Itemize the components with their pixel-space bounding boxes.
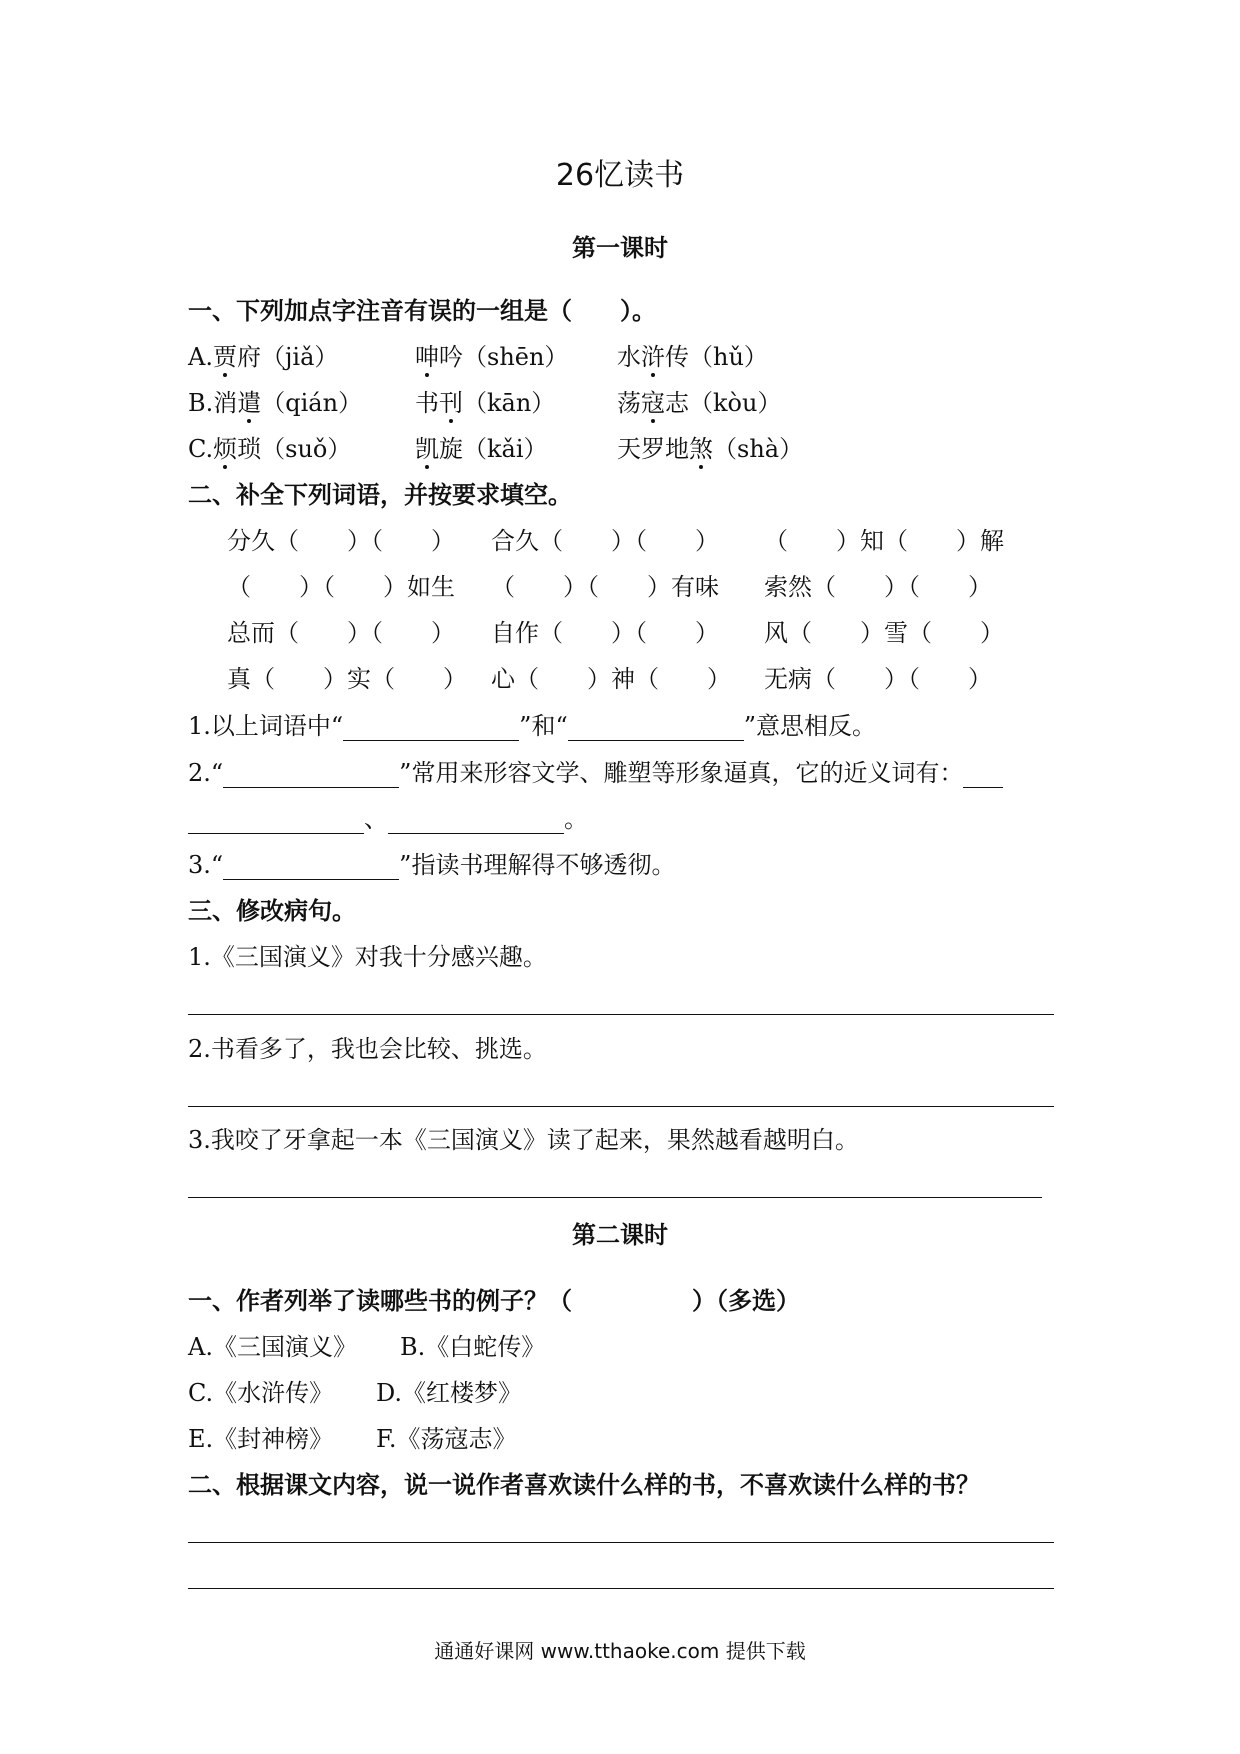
answer-blank[interactable] <box>568 714 744 741</box>
l1-q2-item-2: 2.“ ”常用来形容文学、雕塑等形象逼真，它的近义词有： <box>188 758 1003 788</box>
l2-q2-title: 二、根据课文内容，说一说作者喜欢读什么样的书，不喜欢读什么样的书？ <box>188 1471 980 1499</box>
l1-q2-item-1: 1.以上词语中“ ”和“ ”意思相反。 <box>188 712 876 740</box>
l1-q1-option-a-item-2: 呻吟（shēn） <box>415 343 569 371</box>
l1-q1-option-a-item-1: A.贾府（jiǎ） <box>188 343 339 371</box>
answer-line[interactable] <box>188 1106 1054 1107</box>
lesson-2-heading: 第二课时 <box>572 1221 668 1249</box>
answer-blank[interactable] <box>223 853 399 880</box>
answer-line[interactable] <box>188 1542 1054 1543</box>
idiom-blank: 真（ ）实（ ） <box>227 665 467 693</box>
l1-q1-option-c-item-1: C.烦琐（suǒ） <box>188 435 352 463</box>
book-option: C.《水浒传》 <box>188 1379 334 1407</box>
l1-q1-title: 一、下列加点字注音有误的一组是（ ）。 <box>188 297 656 325</box>
idiom-blank: 索然（ ）（ ） <box>764 573 992 601</box>
l1-q2-item-2-continued: 、 。 <box>188 804 588 834</box>
l1-q1-option-c-item-3: 天罗地煞（shà） <box>617 435 804 463</box>
answer-blank[interactable] <box>343 714 519 741</box>
book-option: B.《白蛇传》 <box>400 1333 546 1361</box>
idiom-blank: 无病（ ）（ ） <box>764 665 992 693</box>
book-option: F.《荡寇志》 <box>376 1425 517 1453</box>
sentence-item: 3.我咬了牙拿起一本《三国演义》读了起来，果然越看越明白。 <box>188 1126 859 1154</box>
sentence-item: 1.《三国演义》对我十分感兴趣。 <box>188 943 547 971</box>
idiom-blank: 自作（ ）（ ） <box>491 619 719 647</box>
answer-line[interactable] <box>188 1014 1054 1015</box>
footer-credit: 通通好课网 www.tthaoke.com 提供下载 <box>434 1639 806 1663</box>
l1-q3-title: 三、修改病句。 <box>188 897 356 925</box>
answer-line[interactable] <box>188 1197 1042 1198</box>
idiom-blank: 风（ ）雪（ ） <box>764 619 1004 647</box>
sentence-item: 2.书看多了，我也会比较、挑选。 <box>188 1035 547 1063</box>
answer-line[interactable] <box>188 1588 1054 1589</box>
answer-blank[interactable] <box>388 807 564 834</box>
l1-q1-option-b-item-2: 书刊（kān） <box>415 389 556 417</box>
l1-q1-option-b-item-3: 荡寇志（kòu） <box>617 389 782 417</box>
idiom-blank: （ ）知（ ）解 <box>764 527 1004 555</box>
l1-q1-option-a-item-3: 水浒传（hǔ） <box>617 343 768 371</box>
idiom-blank: 总而（ ）（ ） <box>227 619 455 647</box>
l1-q1-option-c-item-2: 凯旋（kǎi） <box>415 435 548 463</box>
idiom-blank: （ ）（ ）如生 <box>227 573 455 601</box>
answer-blank[interactable] <box>963 761 1003 788</box>
idiom-blank: （ ）（ ）有味 <box>491 573 719 601</box>
l1-q1-option-b-item-1: B.消遣（qián） <box>188 389 363 417</box>
idiom-blank: 分久（ ）（ ） <box>227 527 455 555</box>
l1-q2-title: 二、补全下列词语，并按要求填空。 <box>188 481 572 509</box>
l1-q2-item-3: 3.“ ”指读书理解得不够透彻。 <box>188 851 676 879</box>
book-option: E.《封神榜》 <box>188 1425 334 1453</box>
book-option: A.《三国演义》 <box>188 1333 357 1361</box>
lesson-1-heading: 第一课时 <box>572 234 668 262</box>
idiom-blank: 合久（ ）（ ） <box>491 527 719 555</box>
idiom-blank: 心（ ）神（ ） <box>491 665 731 693</box>
l2-q1-title: 一、作者列举了读哪些书的例子？（ ）（多选） <box>188 1287 800 1315</box>
book-option: D.《红楼梦》 <box>376 1379 523 1407</box>
answer-blank[interactable] <box>188 807 364 834</box>
page-title: 26忆读书 <box>555 158 685 193</box>
answer-blank[interactable] <box>223 761 399 788</box>
